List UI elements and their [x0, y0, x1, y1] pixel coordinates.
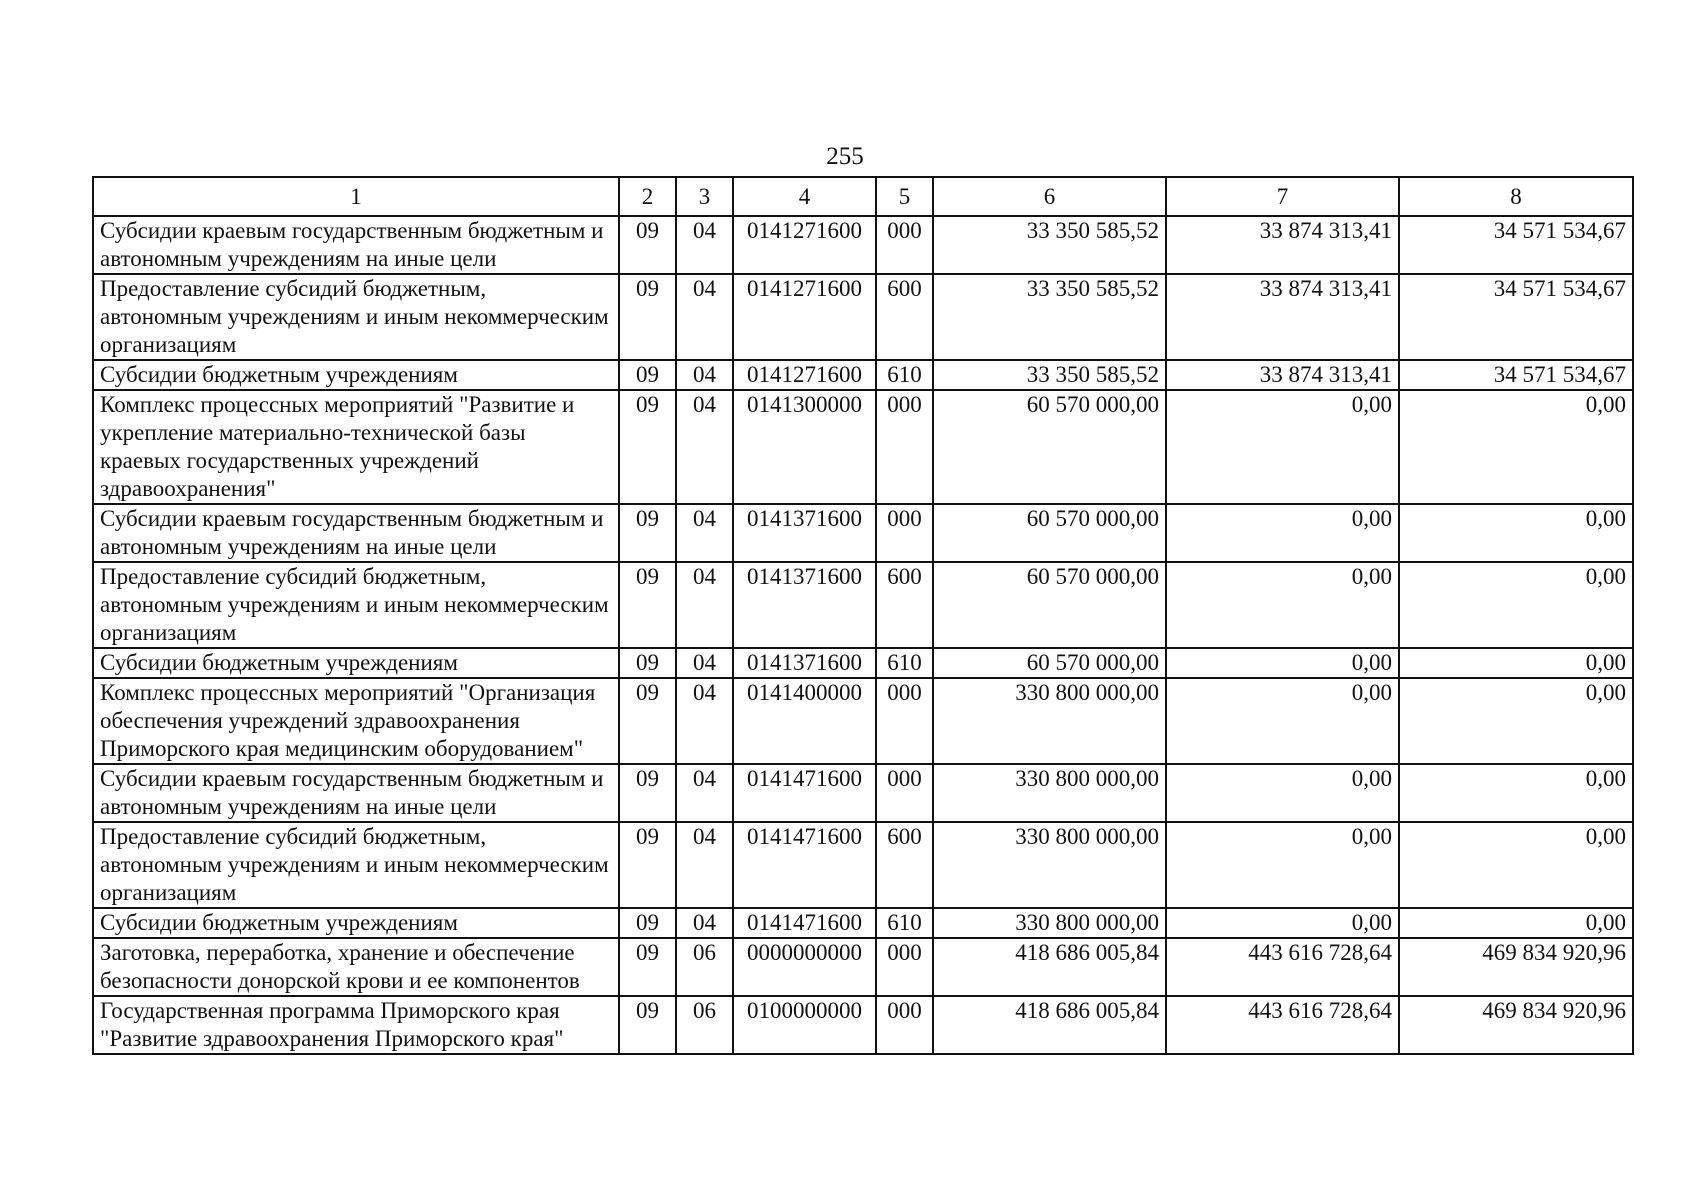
target-article-cell: 0141271600 — [733, 360, 876, 390]
target-article-cell: 0141271600 — [733, 274, 876, 360]
section-code-cell: 09 — [619, 274, 676, 360]
table-row — [93, 390, 1633, 504]
amount-col6-cell: 60 570 000,00 — [933, 562, 1166, 648]
section-code-cell: 09 — [619, 764, 676, 822]
target-article-cell: 0141371600 — [733, 648, 876, 678]
table-row — [93, 274, 1633, 360]
amount-col6-cell: 60 570 000,00 — [933, 390, 1166, 504]
amount-col6-cell: 330 800 000,00 — [933, 822, 1166, 908]
target-article-cell: 0141271600 — [733, 216, 876, 274]
amount-col6-cell: 33 350 585,52 — [933, 216, 1166, 274]
amount-col6-cell: 33 350 585,52 — [933, 360, 1166, 390]
subsection-code-cell: 06 — [676, 996, 733, 1054]
row-name-cell: Субсидии краевым государственным бюджетным и автономным учреждениям на иные цели — [93, 504, 619, 562]
amount-col8-cell: 34 571 534,67 — [1399, 360, 1633, 390]
section-code-cell: 09 — [619, 504, 676, 562]
target-article-cell: 0141471600 — [733, 908, 876, 938]
subsection-code-cell: 04 — [676, 678, 733, 764]
amount-col8-cell: 469 834 920,96 — [1399, 938, 1633, 996]
expense-type-cell: 600 — [876, 822, 933, 908]
subsection-code-cell: 06 — [676, 938, 733, 996]
amount-col6-cell: 60 570 000,00 — [933, 648, 1166, 678]
subsection-code-cell: 04 — [676, 360, 733, 390]
amount-col8-cell: 34 571 534,67 — [1399, 274, 1633, 360]
table-row — [93, 216, 1633, 274]
table-row — [93, 996, 1633, 1054]
subsection-code-cell: 04 — [676, 764, 733, 822]
row-name-cell: Субсидии бюджетным учреждениям — [93, 908, 619, 938]
row-name-cell: Комплекс процессных мероприятий "Развитие и укрепление материально-технической базы краевых государственных учреждений здравоохранения" — [93, 390, 619, 504]
column-header: 6 — [933, 177, 1166, 216]
target-article-cell: 0141300000 — [733, 390, 876, 504]
amount-col6-cell: 330 800 000,00 — [933, 678, 1166, 764]
amount-col7-cell: 0,00 — [1166, 764, 1399, 822]
table-body — [93, 216, 1633, 1054]
table-row — [93, 360, 1633, 390]
table-row — [93, 908, 1633, 938]
subsection-code-cell: 04 — [676, 908, 733, 938]
amount-col7-cell: 33 874 313,41 — [1166, 360, 1399, 390]
column-header: 2 — [619, 177, 676, 216]
column-header: 4 — [733, 177, 876, 216]
expense-type-cell: 610 — [876, 908, 933, 938]
expense-type-cell: 610 — [876, 360, 933, 390]
amount-col8-cell: 0,00 — [1399, 678, 1633, 764]
amount-col8-cell: 0,00 — [1399, 648, 1633, 678]
section-code-cell: 09 — [619, 648, 676, 678]
column-header: 1 — [93, 177, 619, 216]
column-header: 7 — [1166, 177, 1399, 216]
row-name-cell: Предоставление субсидий бюджетным, автономным учреждениям и иным некоммерческим организациям — [93, 562, 619, 648]
expense-type-cell: 000 — [876, 678, 933, 764]
row-name-cell: Государственная программа Приморского края "Развитие здравоохранения Приморского края" — [93, 996, 619, 1054]
amount-col7-cell: 0,00 — [1166, 648, 1399, 678]
amount-col7-cell: 0,00 — [1166, 822, 1399, 908]
target-article-cell: 0141400000 — [733, 678, 876, 764]
target-article-cell: 0141471600 — [733, 764, 876, 822]
row-name-cell: Субсидии бюджетным учреждениям — [93, 360, 619, 390]
amount-col7-cell: 0,00 — [1166, 678, 1399, 764]
table-row — [93, 648, 1633, 678]
amount-col6-cell: 330 800 000,00 — [933, 908, 1166, 938]
table-row — [93, 504, 1633, 562]
subsection-code-cell: 04 — [676, 274, 733, 360]
amount-col7-cell: 443 616 728,64 — [1166, 996, 1399, 1054]
expense-type-cell: 600 — [876, 274, 933, 360]
table-row — [93, 562, 1633, 648]
row-name-cell: Субсидии бюджетным учреждениям — [93, 648, 619, 678]
expense-type-cell: 000 — [876, 216, 933, 274]
row-name-cell: Предоставление субсидий бюджетным, автономным учреждениям и иным некоммерческим организациям — [93, 822, 619, 908]
subsection-code-cell: 04 — [676, 562, 733, 648]
amount-col6-cell: 330 800 000,00 — [933, 764, 1166, 822]
expense-type-cell: 600 — [876, 562, 933, 648]
row-name-cell: Субсидии краевым государственным бюджетным и автономным учреждениям на иные цели — [93, 764, 619, 822]
amount-col8-cell: 0,00 — [1399, 562, 1633, 648]
amount-col7-cell: 33 874 313,41 — [1166, 274, 1399, 360]
section-code-cell: 09 — [619, 822, 676, 908]
amount-col8-cell: 0,00 — [1399, 504, 1633, 562]
amount-col8-cell: 0,00 — [1399, 908, 1633, 938]
section-code-cell: 09 — [619, 938, 676, 996]
expense-type-cell: 000 — [876, 938, 933, 996]
amount-col7-cell: 0,00 — [1166, 908, 1399, 938]
amount-col8-cell: 0,00 — [1399, 822, 1633, 908]
amount-col8-cell: 469 834 920,96 — [1399, 996, 1633, 1054]
table-row — [93, 822, 1633, 908]
amount-col7-cell: 0,00 — [1166, 390, 1399, 504]
amount-col8-cell: 0,00 — [1399, 764, 1633, 822]
section-code-cell: 09 — [619, 360, 676, 390]
section-code-cell: 09 — [619, 562, 676, 648]
column-header: 3 — [676, 177, 733, 216]
section-code-cell: 09 — [619, 390, 676, 504]
amount-col8-cell: 34 571 534,67 — [1399, 216, 1633, 274]
section-code-cell: 09 — [619, 678, 676, 764]
section-code-cell: 09 — [619, 996, 676, 1054]
expense-type-cell: 000 — [876, 764, 933, 822]
amount-col7-cell: 443 616 728,64 — [1166, 938, 1399, 996]
amount-col7-cell: 0,00 — [1166, 504, 1399, 562]
table-row — [93, 938, 1633, 996]
target-article-cell: 0141371600 — [733, 504, 876, 562]
row-name-cell: Предоставление субсидий бюджетным, автономным учреждениям и иным некоммерческим организациям — [93, 274, 619, 360]
subsection-code-cell: 04 — [676, 822, 733, 908]
target-article-cell: 0000000000 — [733, 938, 876, 996]
expense-type-cell: 610 — [876, 648, 933, 678]
amount-col6-cell: 33 350 585,52 — [933, 274, 1166, 360]
subsection-code-cell: 04 — [676, 648, 733, 678]
amount-col6-cell: 418 686 005,84 — [933, 938, 1166, 996]
header-row — [93, 177, 1633, 216]
row-name-cell: Заготовка, переработка, хранение и обеспечение безопасности донорской крови и ее компонентов — [93, 938, 619, 996]
row-name-cell: Субсидии краевым государственным бюджетным и автономным учреждениям на иные цели — [93, 216, 619, 274]
table-row — [93, 764, 1633, 822]
amount-col7-cell: 0,00 — [1166, 562, 1399, 648]
subsection-code-cell: 04 — [676, 390, 733, 504]
expense-type-cell: 000 — [876, 504, 933, 562]
target-article-cell: 0141471600 — [733, 822, 876, 908]
section-code-cell: 09 — [619, 216, 676, 274]
amount-col6-cell: 418 686 005,84 — [933, 996, 1166, 1054]
expense-type-cell: 000 — [876, 390, 933, 504]
column-header: 5 — [876, 177, 933, 216]
row-name-cell: Комплекс процессных мероприятий "Организация обеспечения учреждений здравоохранения Приморского края медицинским оборудованием" — [93, 678, 619, 764]
amount-col6-cell: 60 570 000,00 — [933, 504, 1166, 562]
budget-table — [92, 176, 1634, 1055]
target-article-cell: 0141371600 — [733, 562, 876, 648]
table-row — [93, 678, 1633, 764]
column-header: 8 — [1399, 177, 1633, 216]
amount-col7-cell: 33 874 313,41 — [1166, 216, 1399, 274]
target-article-cell: 0100000000 — [733, 996, 876, 1054]
amount-col8-cell: 0,00 — [1399, 390, 1633, 504]
subsection-code-cell: 04 — [676, 504, 733, 562]
subsection-code-cell: 04 — [676, 216, 733, 274]
page-number: 255 — [826, 143, 864, 170]
expense-type-cell: 000 — [876, 996, 933, 1054]
section-code-cell: 09 — [619, 908, 676, 938]
